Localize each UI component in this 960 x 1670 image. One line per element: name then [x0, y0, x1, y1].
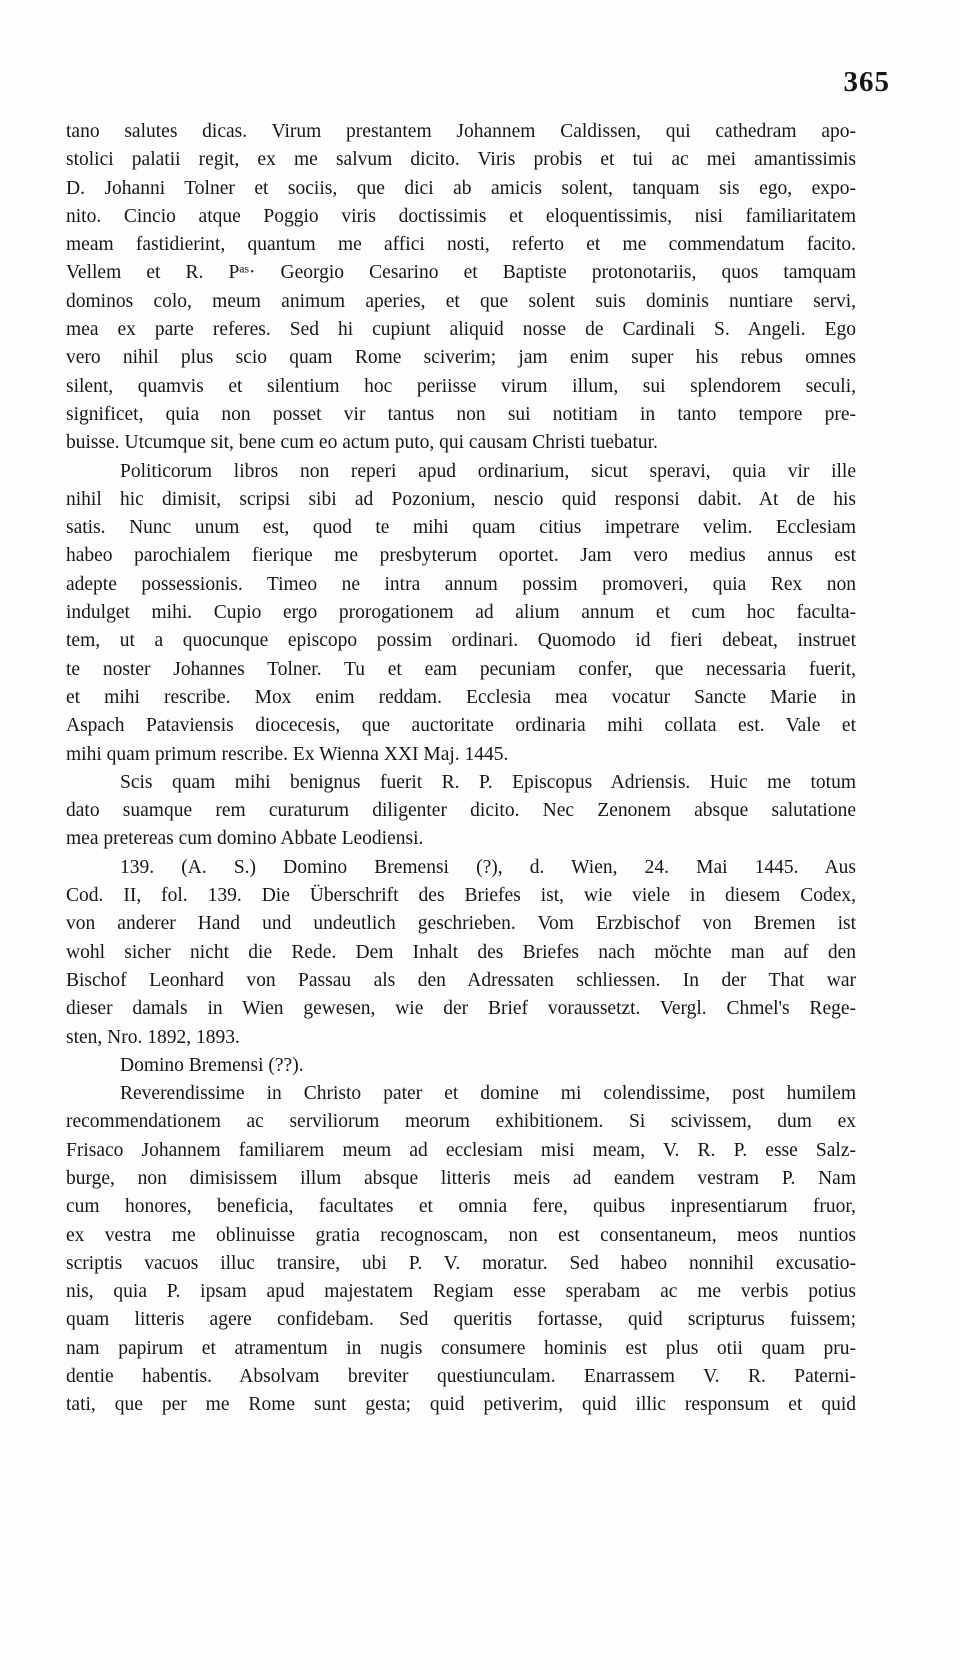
text-line: nam papirum et atramentum in nugis consumere hominis est plus otii quam pru- — [66, 1337, 856, 1359]
text-line: dato suamque rem curaturum diligenter dicito. Nec Zenonem absque salutatione — [66, 800, 856, 822]
text-line: D. Johanni Tolner et sociis, que dici ab amicis solent, tanquam sis ego, expo- — [66, 177, 856, 199]
text-line: tem, ut a quocunque episcopo possim ordinari. Quomodo id fieri debeat, instruet — [66, 630, 856, 652]
text-line: tano salutes dicas. Virum prestantem Johannem Caldissen, qui cathedram apo- — [66, 121, 856, 142]
text-line: sten, Nro. 1892, 1893. — [66, 1026, 240, 1048]
text-line: Vellem et R. Pᵃˢ· Georgio Cesarino et Baptiste protonotariis, quos tamquam — [66, 262, 856, 284]
text-line: scriptis vacuos illuc transire, ubi P. V. moratur. Sed habeo nonnihil excusatio- — [66, 1252, 856, 1274]
paragraph-letter-139-note — [66, 854, 856, 1052]
text-line: nis, quia P. ipsam apud majestatem Regiam esse sperabam ac me verbis potius — [66, 1281, 856, 1303]
paragraph-letter-139-body — [66, 1080, 856, 1420]
text-line: mea ex parte referes. Sed hi cupiunt aliquid nosse de Cardinali S. Angeli. Ego — [66, 319, 856, 341]
text-line: buisse. Utcumque sit, bene cum eo actum puto, qui causam Christi tuebatur. — [66, 432, 658, 454]
text-line: quam litteris agere confidebam. Sed queritis fortasse, quid scripturus fuissem; — [66, 1309, 856, 1331]
text-line: Cod. II, fol. 139. Die Überschrift des Briefes ist, wie viele in diesem Codex, — [66, 885, 856, 907]
text-line: te noster Johannes Tolner. Tu et eam pecuniam confer, que necessaria fuerit, — [66, 658, 856, 680]
text-line: Reverendissime in Christo pater et domine mi colendissime, post humilem — [120, 1083, 856, 1105]
text-line: mea pretereas cum domino Abbate Leodiensi. — [66, 828, 424, 850]
text-line: ex vestra me oblinuisse gratia recognoscam, non est consentaneum, meos nuntios — [66, 1224, 856, 1246]
text-line: silent, quamvis et silentium hoc periisse virum illum, sui splendorem seculi, — [66, 375, 856, 397]
text-line: mihi quam primum rescribe. Ex Wienna XXI Maj. 1445. — [66, 743, 509, 765]
text-line: nito. Cincio atque Poggio viris doctissimis et eloquentissimis, nisi familiaritatem — [66, 205, 856, 227]
text-line: stolici palatii regit, ex me salvum dicito. Viris probis et tui ac mei amantissimis — [66, 149, 856, 171]
text-line: von anderer Hand und undeutlich geschrieben. Vom Erzbischof von Bremen ist — [66, 913, 856, 935]
text-line: vero nihil plus scio quam Rome sciverim; jam enim super his rebus omnes — [66, 347, 856, 369]
paragraph-politicorum — [66, 458, 856, 769]
text-line: significet, quia non posset vir tantus non sui notitiam in tanto tempore pre- — [66, 403, 856, 425]
text-line: Politicorum libros non reperi apud ordinarium, sicut speravi, quia vir ille — [120, 460, 856, 482]
text-line: cum honores, beneficia, facultates et omnia fere, quibus inpresentiarum fruor, — [66, 1196, 856, 1218]
text-line: habeo parochialem fierique me presbyterum oportet. Jam vero medius annus est — [66, 545, 856, 567]
text-line: et mihi rescribe. Mox enim reddam. Ecclesia mea vocatur Sancte Marie in — [66, 686, 856, 708]
page-number: 365 — [843, 66, 890, 98]
text-line: Domino Bremensi (??). — [120, 1054, 304, 1076]
letter-heading-line: 139. (A. S.) Domino Bremensi (?), d. Wien, 24. Mai 1445. Aus — [120, 856, 856, 878]
paragraph-letter-continuation — [66, 118, 856, 458]
body-text — [66, 118, 856, 1420]
text-line: Bischof Leonhard von Passau als den Adressaten schliessen. In der That war — [66, 969, 856, 991]
text-line: satis. Nunc unum est, quod te mihi quam citius impetrare velim. Ecclesiam — [66, 517, 856, 539]
text-line: Scis quam mihi benignus fuerit R. P. Episcopus Adriensis. Huic me totum — [120, 771, 856, 793]
text-line: adepte possessionis. Timeo ne intra annum possim promoveri, quia Rex non — [66, 573, 856, 595]
text-line: Frisaco Johannem familiarem meum ad ecclesiam misi meam, V. R. P. esse Salz- — [66, 1139, 856, 1161]
text-line: dieser damals in Wien gewesen, wie der Brief voraussetzt. Vergl. Chmel's Rege- — [66, 998, 856, 1020]
text-line: indulget mihi. Cupio ergo prorogationem ad alium annum et cum hoc faculta- — [66, 602, 856, 624]
text-line: tati, que per me Rome sunt gesta; quid petiverim, quid illic responsum et quid — [66, 1394, 856, 1416]
text-line: wohl sicher nicht die Rede. Dem Inhalt des Briefes nach möchte man auf den — [66, 941, 856, 963]
text-line: Aspach Pataviensis diocecesis, que auctoritate ordinaria mihi collata est. Vale et — [66, 715, 856, 737]
text-line: dentie habentis. Absolvam breviter questiunculam. Enarrassem V. R. Paterni- — [66, 1366, 856, 1388]
text-line: burge, non dimisissem illum absque litteris meis ad eandem vestram P. Nam — [66, 1167, 856, 1189]
text-line: dominos colo, meum animum aperies, et que solent suis dominis nuntiare servi, — [66, 290, 856, 312]
text-line: recommendationem ac serviliorum meorum exhibitionem. Si scivissem, dum ex — [66, 1111, 856, 1133]
paragraph-postscript — [66, 769, 856, 854]
text-line: nihil hic dimisit, scripsi sibi ad Pozonium, nescio quid responsi dabit. At de his — [66, 488, 856, 510]
text-line: meam fastidierint, quantum me affici nosti, referto et me commendatum facito. — [66, 234, 856, 256]
letter-address — [66, 1052, 856, 1080]
